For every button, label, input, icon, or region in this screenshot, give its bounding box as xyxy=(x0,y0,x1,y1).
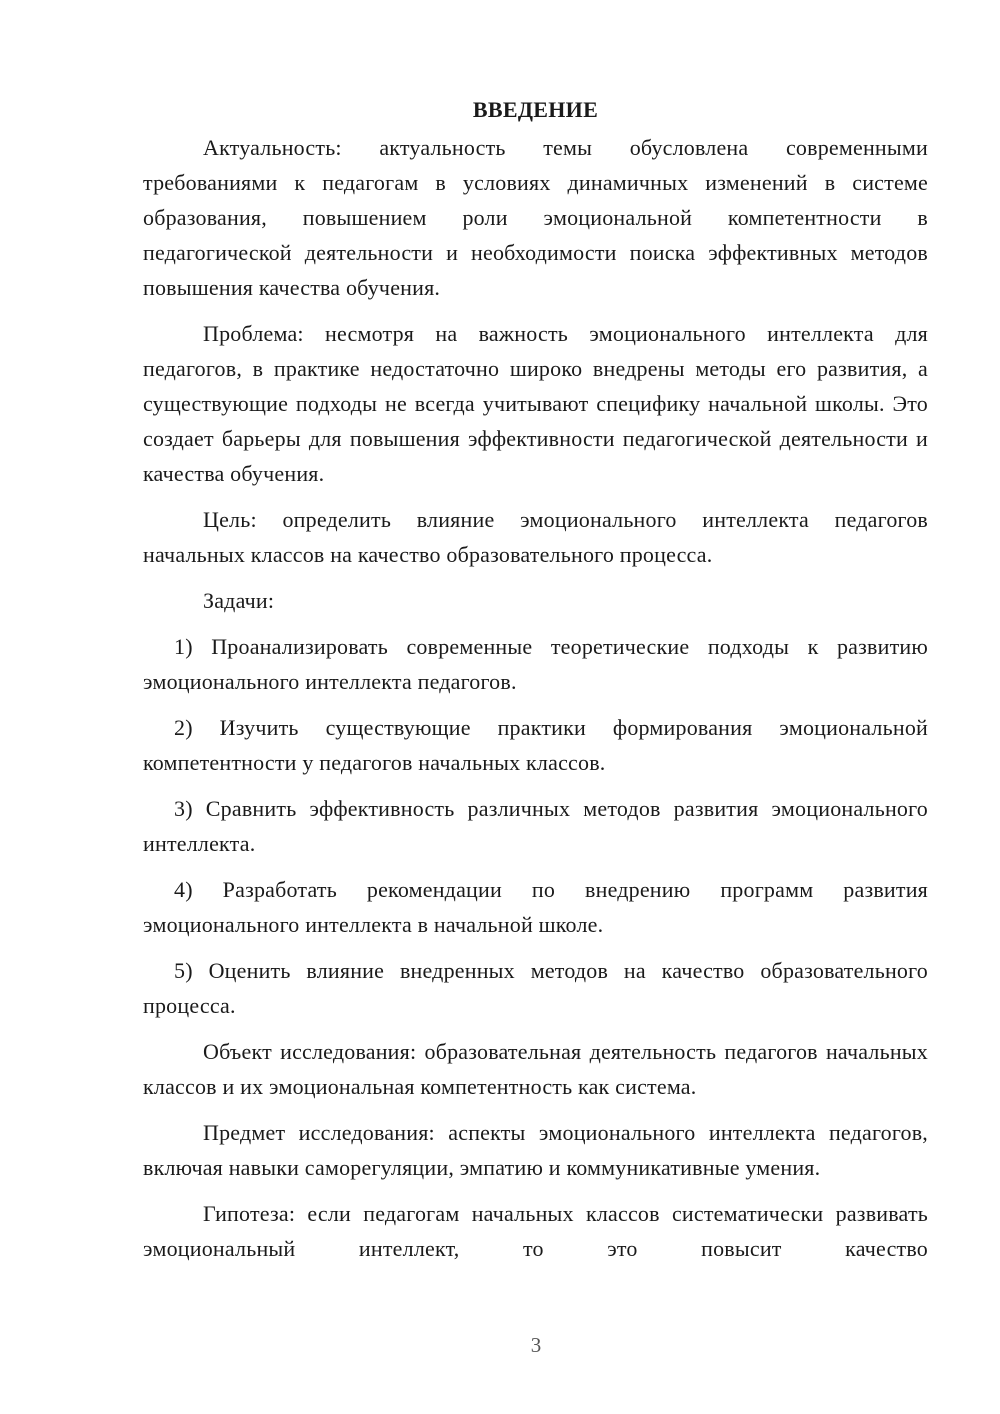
paragraph-hypothesis: Гипотеза: если педагогам начальных классов систематически развивать эмоциональный интеллект, то это повысит качество xyxy=(143,1201,928,1261)
page-number: 3 xyxy=(530,1333,542,1357)
paragraph-problem: Проблема: несмотря на важность эмоционального интеллекта для педагогов, в практике недостаточно широко внедрены методы его развития, а существующие подходы не всегда учитывают специфику начальной школы. Это создает барьеры для повышения эффективности педагогической деятельности и качества обучения. xyxy=(143,321,928,486)
task-item-4: 4) Разработать рекомендации по внедрению программ развития эмоционального интеллекта в начальной школе. xyxy=(143,877,928,937)
paragraph-tasks-heading: Задачи: xyxy=(203,588,275,613)
paragraph-relevance: Актуальность: актуальность темы обусловлена современными требованиями к педагогам в условиях динамичных изменений в системе образования, повышением роли эмоциональной компетентности в педагогической деятельности и необходимости поиска эффективных методов повышения качества обучения. xyxy=(143,135,928,300)
paragraph-subject: Предмет исследования: аспекты эмоционального интеллекта педагогов, включая навыки саморегуляции, эмпатию и коммуникативные умения. xyxy=(143,1120,928,1180)
document-page xyxy=(143,92,928,1277)
task-item-2: 2) Изучить существующие практики формирования эмоциональной компетентности у педагогов начальных классов. xyxy=(143,715,928,775)
paragraph-goal: Цель: определить влияние эмоционального интеллекта педагогов начальных классов на качество образовательного процесса. xyxy=(143,507,928,567)
paragraph-object: Объект исследования: образовательная деятельность педагогов начальных классов и их эмоциональная компетентность как система. xyxy=(143,1039,928,1099)
task-item-1: 1) Проанализировать современные теоретические подходы к развитию эмоционального интеллекта педагогов. xyxy=(143,634,928,694)
section-title: ВВЕДЕНИЕ xyxy=(472,97,599,122)
task-item-3: 3) Сравнить эффективность различных методов развития эмоционального интеллекта. xyxy=(143,796,928,856)
task-item-5: 5) Оценить влияние внедренных методов на качество образовательного процесса. xyxy=(143,958,928,1018)
